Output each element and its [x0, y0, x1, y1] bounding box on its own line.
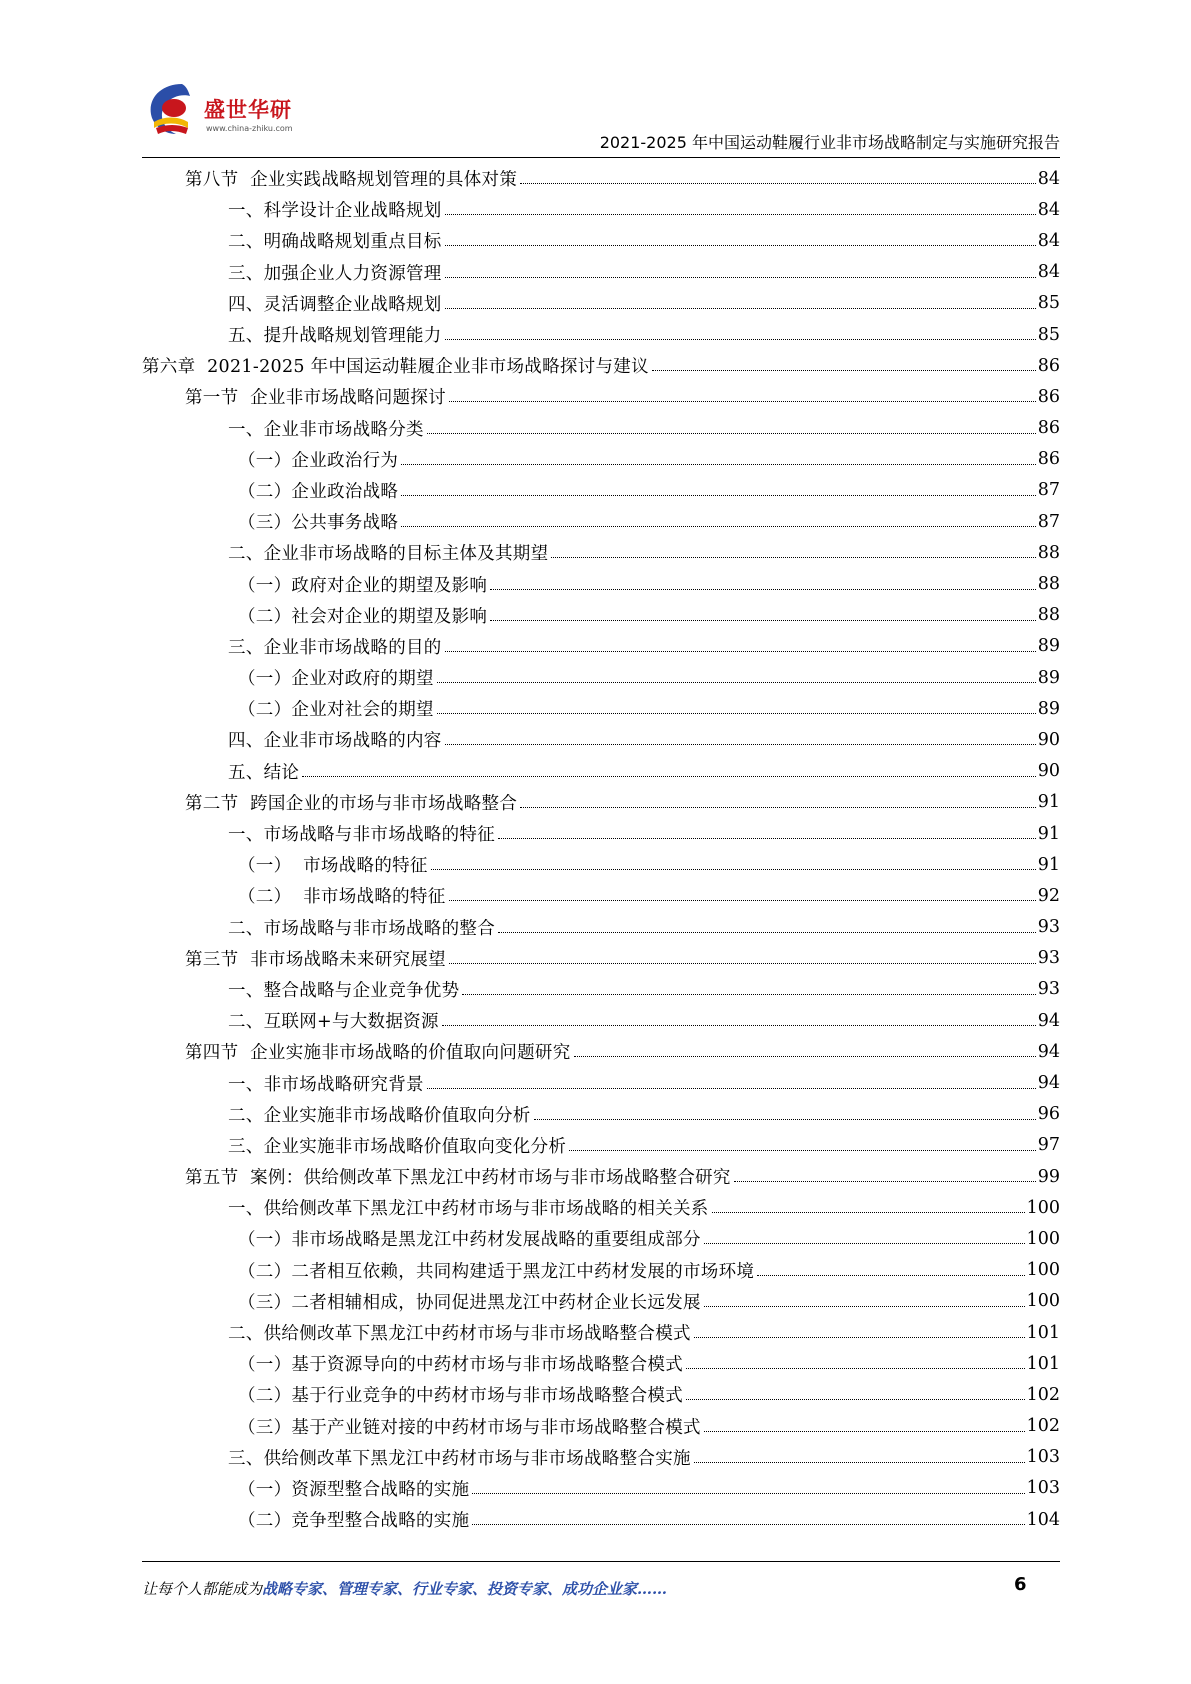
toc-dot-leader [462, 994, 1035, 995]
toc-dot-leader [498, 838, 1036, 839]
toc-entry[interactable] [142, 693, 1060, 724]
toc-dot-leader [445, 651, 1036, 652]
toc-entry[interactable] [142, 475, 1060, 506]
toc-dot-leader [445, 339, 1036, 340]
toc-entry[interactable] [142, 1161, 1060, 1192]
toc-entry-page: 96 [1037, 1104, 1060, 1125]
toc-dot-leader [449, 401, 1036, 402]
toc-entry-title: 一、供给侧改革下黑龙江中药材市场与非市场战略的相关关系 [228, 1199, 709, 1220]
toc-dot-leader [427, 1088, 1036, 1089]
toc-entry-title: 二、互联网+与大数据资源 [228, 1012, 439, 1033]
toc-entry-title: 三、企业非市场战略的目的 [228, 637, 442, 658]
logo-url: www.china-zhiku.com [206, 124, 293, 133]
toc-dot-leader [686, 1399, 1025, 1400]
toc-entry[interactable] [142, 1099, 1060, 1130]
toc-entry-page: 87 [1037, 480, 1060, 501]
page-number: 6 [1014, 1574, 1027, 1595]
toc-entry-title: 三、加强企业人力资源管理 [228, 263, 442, 284]
toc-dot-leader [445, 245, 1036, 246]
toc-entry-page: 93 [1037, 917, 1060, 938]
footer-divider [142, 1561, 1060, 1562]
toc-dot-leader [302, 776, 1036, 777]
toc-entry-page: 99 [1037, 1166, 1060, 1187]
toc-entry-title: 第四节 企业实施非市场战略的价值取向问题研究 [185, 1043, 571, 1064]
toc-entry-title: （二） 非市场战略的特征 [238, 887, 446, 908]
toc-dot-leader [520, 183, 1036, 184]
company-logo [142, 78, 312, 148]
toc-entry-page: 104 [1026, 1509, 1060, 1530]
header-divider [142, 157, 1060, 158]
toc-entry-title: （一）基于资源导向的中药材市场与非市场战略整合模式 [238, 1355, 683, 1376]
toc-entry-page: 86 [1037, 386, 1060, 407]
toc-dot-leader [445, 308, 1036, 309]
toc-entry-title: （一）政府对企业的期望及影响 [238, 575, 488, 596]
toc-entry-page: 92 [1037, 885, 1060, 906]
report-title: 2021-2025 年中国运动鞋履行业非市场战略制定与实施研究报告 [599, 133, 1060, 152]
toc-entry-title: 四、灵活调整企业战略规划 [228, 294, 442, 315]
toc-dot-leader [757, 1275, 1024, 1276]
toc-entry-title: 二、市场战略与非市场战略的整合 [228, 918, 495, 939]
toc-entry-page: 89 [1037, 636, 1060, 657]
toc-entry-page: 84 [1037, 199, 1060, 220]
toc-entry-title: （二）社会对企业的期望及影响 [238, 606, 488, 627]
toc-entry-page: 100 [1026, 1260, 1060, 1281]
toc-dot-leader [734, 1181, 1036, 1182]
toc-entry[interactable] [142, 974, 1060, 1005]
toc-entry-title: （二）竞争型整合战略的实施 [238, 1511, 470, 1532]
toc-dot-leader [574, 1056, 1036, 1057]
slogan-accent: 战略专家、管理专家、行业专家、投资专家、成功企业家…… [262, 1580, 668, 1598]
toc-entry[interactable] [142, 1192, 1060, 1223]
toc-entry-title: 一、非市场战略研究背景 [228, 1074, 424, 1095]
toc-entry-title: （二）企业政治战略 [238, 481, 399, 502]
toc-entry[interactable] [142, 943, 1060, 974]
toc-entry[interactable] [142, 880, 1060, 911]
toc-entry[interactable] [142, 724, 1060, 755]
toc-entry[interactable] [142, 1504, 1060, 1535]
toc-entry[interactable] [142, 1223, 1060, 1254]
toc-entry-title: 一、市场战略与非市场战略的特征 [228, 825, 495, 846]
toc-entry-page: 85 [1037, 324, 1060, 345]
toc-entry-page: 102 [1026, 1416, 1060, 1437]
toc-entry-title: 第一节 企业非市场战略问题探讨 [185, 388, 446, 409]
toc-entry-page: 86 [1037, 418, 1060, 439]
toc-dot-leader [449, 963, 1036, 964]
toc-entry-page: 94 [1037, 1041, 1060, 1062]
toc-entry-title: （一）资源型整合战略的实施 [238, 1479, 470, 1500]
toc-entry[interactable] [142, 1067, 1060, 1098]
toc-entry-page: 84 [1037, 230, 1060, 251]
toc-entry[interactable] [142, 413, 1060, 444]
toc-entry-title: 三、企业实施非市场战略价值取向变化分析 [228, 1136, 567, 1157]
toc-entry-page: 91 [1037, 792, 1060, 813]
logo-emblem-icon [142, 78, 206, 140]
toc-dot-leader [472, 1493, 1024, 1494]
toc-entry[interactable] [142, 506, 1060, 537]
toc-entry-title: 一、科学设计企业战略规划 [228, 201, 442, 222]
toc-dot-leader [652, 370, 1036, 371]
toc-entry[interactable] [142, 631, 1060, 662]
toc-entry[interactable] [142, 1255, 1060, 1286]
toc-entry-page: 89 [1037, 667, 1060, 688]
toc-dot-leader [498, 932, 1036, 933]
toc-entry-title: 第八节 企业实践战略规划管理的具体对策 [185, 170, 518, 191]
toc-entry-title: 二、供给侧改革下黑龙江中药材市场与非市场战略整合模式 [228, 1324, 691, 1345]
logo-name: 盛世华研 [204, 98, 292, 122]
toc-entry-page: 100 [1026, 1197, 1060, 1218]
toc-dot-leader [534, 1119, 1036, 1120]
toc-entry-title: （一）企业政治行为 [238, 450, 399, 471]
toc-entry-title: 二、企业非市场战略的目标主体及其期望 [228, 544, 549, 565]
toc-entry-title: （二）企业对社会的期望 [238, 700, 434, 721]
toc-entry[interactable] [142, 600, 1060, 631]
toc-dot-leader [445, 277, 1036, 278]
toc-dot-leader [569, 1150, 1036, 1151]
toc-entry-title: （三）基于产业链对接的中药材市场与非市场战略整合模式 [238, 1417, 701, 1438]
toc-dot-leader [490, 589, 1036, 590]
toc-entry-page: 88 [1037, 542, 1060, 563]
toc-entry[interactable] [142, 756, 1060, 787]
toc-dot-leader [445, 744, 1036, 745]
toc-entry[interactable] [142, 1473, 1060, 1504]
toc-entry-title: （二）基于行业竞争的中药材市场与非市场战略整合模式 [238, 1386, 683, 1407]
toc-entry-page: 91 [1037, 854, 1060, 875]
toc-entry-title: （一） 市场战略的特征 [238, 856, 428, 877]
toc-entry-title: （一）非市场战略是黑龙江中药材发展战略的重要组成部分 [238, 1230, 701, 1251]
toc-entry-title: 五、结论 [228, 762, 300, 783]
toc-entry-page: 100 [1026, 1291, 1060, 1312]
toc-entry-page: 93 [1037, 979, 1060, 1000]
toc-entry-page: 84 [1037, 262, 1060, 283]
toc-entry[interactable] [142, 381, 1060, 412]
toc-entry-title: （三）公共事务战略 [238, 513, 399, 534]
toc-entry[interactable] [142, 194, 1060, 225]
toc-entry-page: 89 [1037, 698, 1060, 719]
toc-entry[interactable] [142, 1286, 1060, 1317]
toc-dot-leader [694, 1462, 1025, 1463]
toc-entry[interactable] [142, 849, 1060, 880]
toc-entry-page: 85 [1037, 293, 1060, 314]
toc-entry-title: （三）二者相辅相成，协同促进黑龙江中药材企业长远发展 [238, 1292, 701, 1313]
toc-dot-leader [704, 1431, 1025, 1432]
toc-entry-page: 100 [1026, 1228, 1060, 1249]
toc-entry-title: 二、企业实施非市场战略价值取向分析 [228, 1105, 531, 1126]
toc-entry-page: 103 [1026, 1447, 1060, 1468]
toc-entry-page: 102 [1026, 1384, 1060, 1405]
toc-entry-page: 88 [1037, 574, 1060, 595]
toc-entry[interactable] [142, 444, 1060, 475]
toc-entry-page: 93 [1037, 948, 1060, 969]
toc-entry[interactable] [142, 1348, 1060, 1379]
toc-entry[interactable] [142, 1317, 1060, 1348]
toc-entry[interactable] [142, 319, 1060, 350]
toc-entry-page: 86 [1037, 449, 1060, 470]
toc-entry-page: 101 [1026, 1322, 1060, 1343]
table-of-contents [142, 163, 1060, 1535]
toc-dot-leader [401, 495, 1036, 496]
toc-dot-leader [520, 807, 1036, 808]
toc-entry[interactable] [142, 818, 1060, 849]
toc-dot-leader [490, 620, 1036, 621]
toc-entry-page: 97 [1037, 1135, 1060, 1156]
toc-entry-page: 84 [1037, 168, 1060, 189]
toc-entry[interactable] [142, 1005, 1060, 1036]
toc-dot-leader [472, 1524, 1024, 1525]
toc-entry-page: 91 [1037, 823, 1060, 844]
toc-entry-title: 第六章 2021-2025 年中国运动鞋履企业非市场战略探讨与建议 [142, 357, 649, 378]
toc-entry[interactable] [142, 225, 1060, 256]
toc-entry-title: 四、企业非市场战略的内容 [228, 731, 442, 752]
toc-entry[interactable] [142, 288, 1060, 319]
toc-entry-page: 86 [1037, 355, 1060, 376]
toc-entry-page: 90 [1037, 761, 1060, 782]
toc-entry-page: 88 [1037, 605, 1060, 626]
toc-dot-leader [401, 526, 1036, 527]
toc-entry[interactable] [142, 1036, 1060, 1067]
toc-entry[interactable] [142, 912, 1060, 943]
toc-dot-leader [694, 1337, 1025, 1338]
toc-dot-leader [401, 464, 1036, 465]
toc-dot-leader [551, 557, 1035, 558]
toc-entry-page: 101 [1026, 1353, 1060, 1374]
toc-dot-leader [445, 214, 1036, 215]
toc-entry-page: 94 [1037, 1073, 1060, 1094]
toc-dot-leader [437, 713, 1036, 714]
toc-entry[interactable] [142, 662, 1060, 693]
page-header [142, 78, 1060, 158]
toc-entry[interactable] [142, 257, 1060, 288]
toc-entry-title: 第三节 非市场战略未来研究展望 [185, 949, 446, 970]
toc-dot-leader [437, 682, 1036, 683]
toc-entry-title: 一、企业非市场战略分类 [228, 419, 424, 440]
toc-entry-title: 二、明确战略规划重点目标 [228, 232, 442, 253]
toc-entry[interactable] [142, 537, 1060, 568]
toc-entry-title: 一、整合战略与企业竞争优势 [228, 980, 460, 1001]
toc-dot-leader [449, 900, 1036, 901]
toc-entry[interactable] [142, 1411, 1060, 1442]
footer-slogan [142, 1578, 667, 1599]
toc-entry[interactable] [142, 1442, 1060, 1473]
toc-dot-leader [431, 869, 1036, 870]
toc-dot-leader [704, 1306, 1025, 1307]
toc-entry-page: 94 [1037, 1010, 1060, 1031]
toc-dot-leader [442, 1025, 1036, 1026]
toc-entry[interactable] [142, 787, 1060, 818]
toc-entry-title: （一）企业对政府的期望 [238, 669, 434, 690]
toc-entry[interactable] [142, 1379, 1060, 1410]
toc-dot-leader [712, 1212, 1025, 1213]
toc-entry-title: 三、供给侧改革下黑龙江中药材市场与非市场战略整合实施 [228, 1448, 691, 1469]
toc-entry[interactable] [142, 1130, 1060, 1161]
toc-dot-leader [704, 1243, 1025, 1244]
toc-entry-title: 第五节 案例：供给侧改革下黑龙江中药材市场与非市场战略整合研究 [185, 1168, 731, 1189]
toc-entry[interactable] [142, 163, 1060, 194]
toc-entry-title: 第二节 跨国企业的市场与非市场战略整合 [185, 793, 518, 814]
toc-dot-leader [686, 1368, 1025, 1369]
toc-entry-page: 87 [1037, 511, 1060, 532]
toc-entry-page: 90 [1037, 729, 1060, 750]
toc-dot-leader [427, 433, 1036, 434]
toc-entry-page: 103 [1026, 1478, 1060, 1499]
toc-entry[interactable] [142, 350, 1060, 381]
slogan-prefix: 让每个人都能成为 [142, 1580, 263, 1598]
toc-entry-title: 五、提升战略规划管理能力 [228, 326, 442, 347]
toc-entry-title: （二）二者相互依赖，共同构建适于黑龙江中药材发展的市场环境 [238, 1261, 755, 1282]
toc-entry[interactable] [142, 568, 1060, 599]
